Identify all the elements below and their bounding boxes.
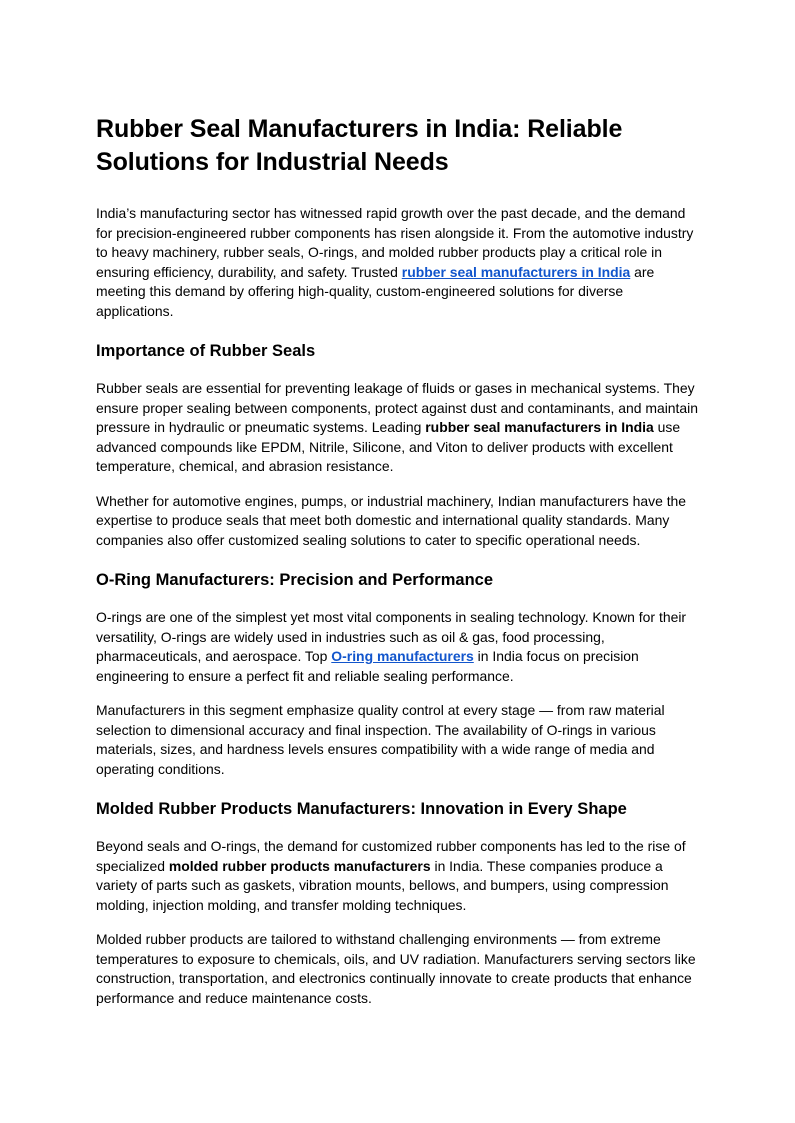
document-page bbox=[96, 113, 700, 1023]
importance-paragraph-1: Rubber seals are essential for preventing leakage of fluids or gases in mechanical systems. They ensure proper sealing between components, protect against dust and contaminants, and maintain pressure in hydraulic or pneumatic systems. Leading rubber seal manufacturers in India use advanced compounds like EPDM, Nitrile, Silicone, and Viton to deliver products with excellent temperature, chemical, and abrasion resistance. bbox=[96, 380, 699, 474]
molded-paragraph-2: Molded rubber products are tailored to withstand challenging environments — from extreme temperatures to exposure to chemicals, oils, and UV radiation. Manufacturers serving sectors like construction, transportation, and electronics continually innovate to create products that enhance performance and reduce maintenance costs. bbox=[96, 931, 696, 1006]
molded-paragraph-1: Beyond seals and O-rings, the demand for customized rubber components has led to the rise of specialized molded rubber products manufacturers in India. These companies produce a variety of parts such as gaskets, vibration mounts, bellows, and bumpers, using compression molding, injection molding, and transfer molding techniques. bbox=[96, 838, 686, 913]
o-ring-manufacturers-link[interactable]: O-ring manufacturers bbox=[331, 648, 474, 664]
page-title: Rubber Seal Manufacturers in India: Reliable Solutions for Industrial Needs bbox=[96, 115, 623, 176]
rubber-seal-manufacturers-link[interactable]: rubber seal manufacturers in India bbox=[401, 263, 631, 280]
importance-paragraph-2: Whether for automotive engines, pumps, or industrial machinery, Indian manufacturers have the expertise to produce seals that meet both domestic and international quality standards. Many companies also offer customized sealing solutions to cater to specific operational needs. bbox=[96, 492, 687, 548]
o-ring-paragraph-2: Manufacturers in this segment emphasize quality control at every stage — from raw material selection to dimensional accuracy and final inspection. The availability of O-rings in various materials, sizes, and hardness levels ensures compatibility with a wide range of media and operating conditions. bbox=[96, 702, 665, 777]
section-heading-importance: Importance of Rubber Seals bbox=[96, 342, 316, 360]
section-heading-molded: Molded Rubber Products Manufacturers: Innovation in Every Shape bbox=[96, 800, 627, 818]
intro-paragraph: India’s manufacturing sector has witnessed rapid growth over the past decade, and the demand for precision-engineered rubber components has risen alongside it. From the automotive industry to heavy machinery, rubber seals, O-rings, and molded rubber products play a critical role in ensuring efficiency, durability, and safety. Trusted rubber seal manufacturers in India are meeting this demand by offering high-quality, custom-engineered solutions for diverse applications. bbox=[96, 205, 694, 319]
section-heading-o-ring: O-Ring Manufacturers: Precision and Performance bbox=[96, 571, 494, 589]
o-ring-paragraph-1: O-rings are one of the simplest yet most vital components in sealing technology. Known for their versatility, O-rings are widely used in industries such as oil & gas, food processing, pharmaceuticals, and aerospace. Top O-ring manufacturers in India focus on precision engineering to ensure a perfect fit and reliable sealing performance. bbox=[96, 609, 687, 684]
